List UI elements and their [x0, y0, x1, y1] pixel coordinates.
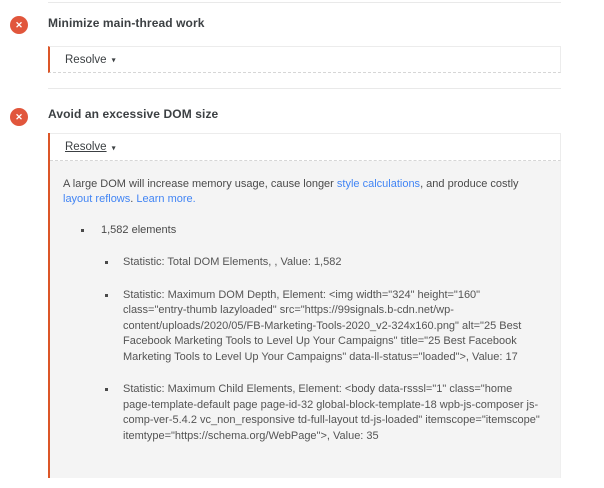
bullet-icon — [105, 261, 108, 264]
audit-details-avoid-excessive-dom-size — [48, 133, 561, 478]
description-text: A large DOM will increase memory usage, cause longer — [63, 178, 337, 190]
resolve-button-avoid-excessive-dom-size[interactable] — [50, 133, 561, 161]
resolve-panel — [50, 161, 561, 478]
x-glyph-icon: ✕ — [15, 111, 23, 122]
resolve-button-label: Resolve — [65, 53, 107, 66]
x-glyph-icon: ✕ — [15, 19, 23, 30]
link-learn-more[interactable]: Learn more. — [136, 193, 196, 205]
resolve-button-minimize-main-thread-work[interactable] — [48, 46, 561, 73]
link-layout-reflows[interactable]: layout reflows — [63, 193, 131, 205]
chevron-down-icon: ▾ — [111, 143, 116, 152]
bullet-icon — [105, 294, 108, 297]
statistic-maximum-dom-depth: Statistic: Maximum DOM Depth, Element: <img width="324" height="160" class="entry-thumb lazyloaded" src="https://99signals.b-cdn.net/wp-content/uploads/2020/05/FB-Marketing-Tools-2020_v2-324x160.png" alt="25 Best Facebook Marketing Tools to Level Up Your Campaigns" title="25 Best Facebook Marketing Tools to Level Up Your Campaigns" data-ll-status="loaded">, Value: 17 — [123, 288, 522, 363]
audit-title-avoid-excessive-dom-size: Avoid an excessive DOM size — [48, 107, 219, 121]
finding-summary: 1,582 elements — [101, 224, 177, 236]
description-text: , and produce costly — [420, 178, 519, 190]
finding-detail-row — [105, 288, 540, 366]
finding-summary-row — [81, 223, 540, 238]
link-style-calculations[interactable]: style calculations — [336, 178, 421, 190]
bullet-icon — [81, 229, 84, 232]
finding-detail-row — [105, 255, 540, 271]
statistic-total-dom-elements: Statistic: Total DOM Elements, , Value: 1,582 — [123, 256, 342, 268]
audit-description — [63, 177, 540, 207]
audit-title-minimize-main-thread-work: Minimize main-thread work — [48, 16, 205, 30]
section-divider — [48, 88, 561, 89]
error-icon — [10, 108, 28, 126]
resolve-button-label: Resolve — [65, 141, 107, 153]
bullet-icon — [105, 388, 108, 391]
finding-detail-row — [105, 382, 540, 444]
description-text: . — [130, 193, 137, 205]
error-icon — [10, 16, 28, 34]
chevron-down-icon: ▾ — [111, 55, 116, 65]
statistic-maximum-child-elements: Statistic: Maximum Child Elements, Element: <body data-rsssl="1" class="home page-template-default page page-id-32 global-block-template-18 wpb-js-composer js-comp-ver-5.4.2 vc_non_responsive td-full-layout td-js-loaded" itemscope="itemscope" itemtype="https://schema.org/WebPage">, Value: 35 — [123, 383, 540, 442]
section-divider — [48, 2, 561, 3]
